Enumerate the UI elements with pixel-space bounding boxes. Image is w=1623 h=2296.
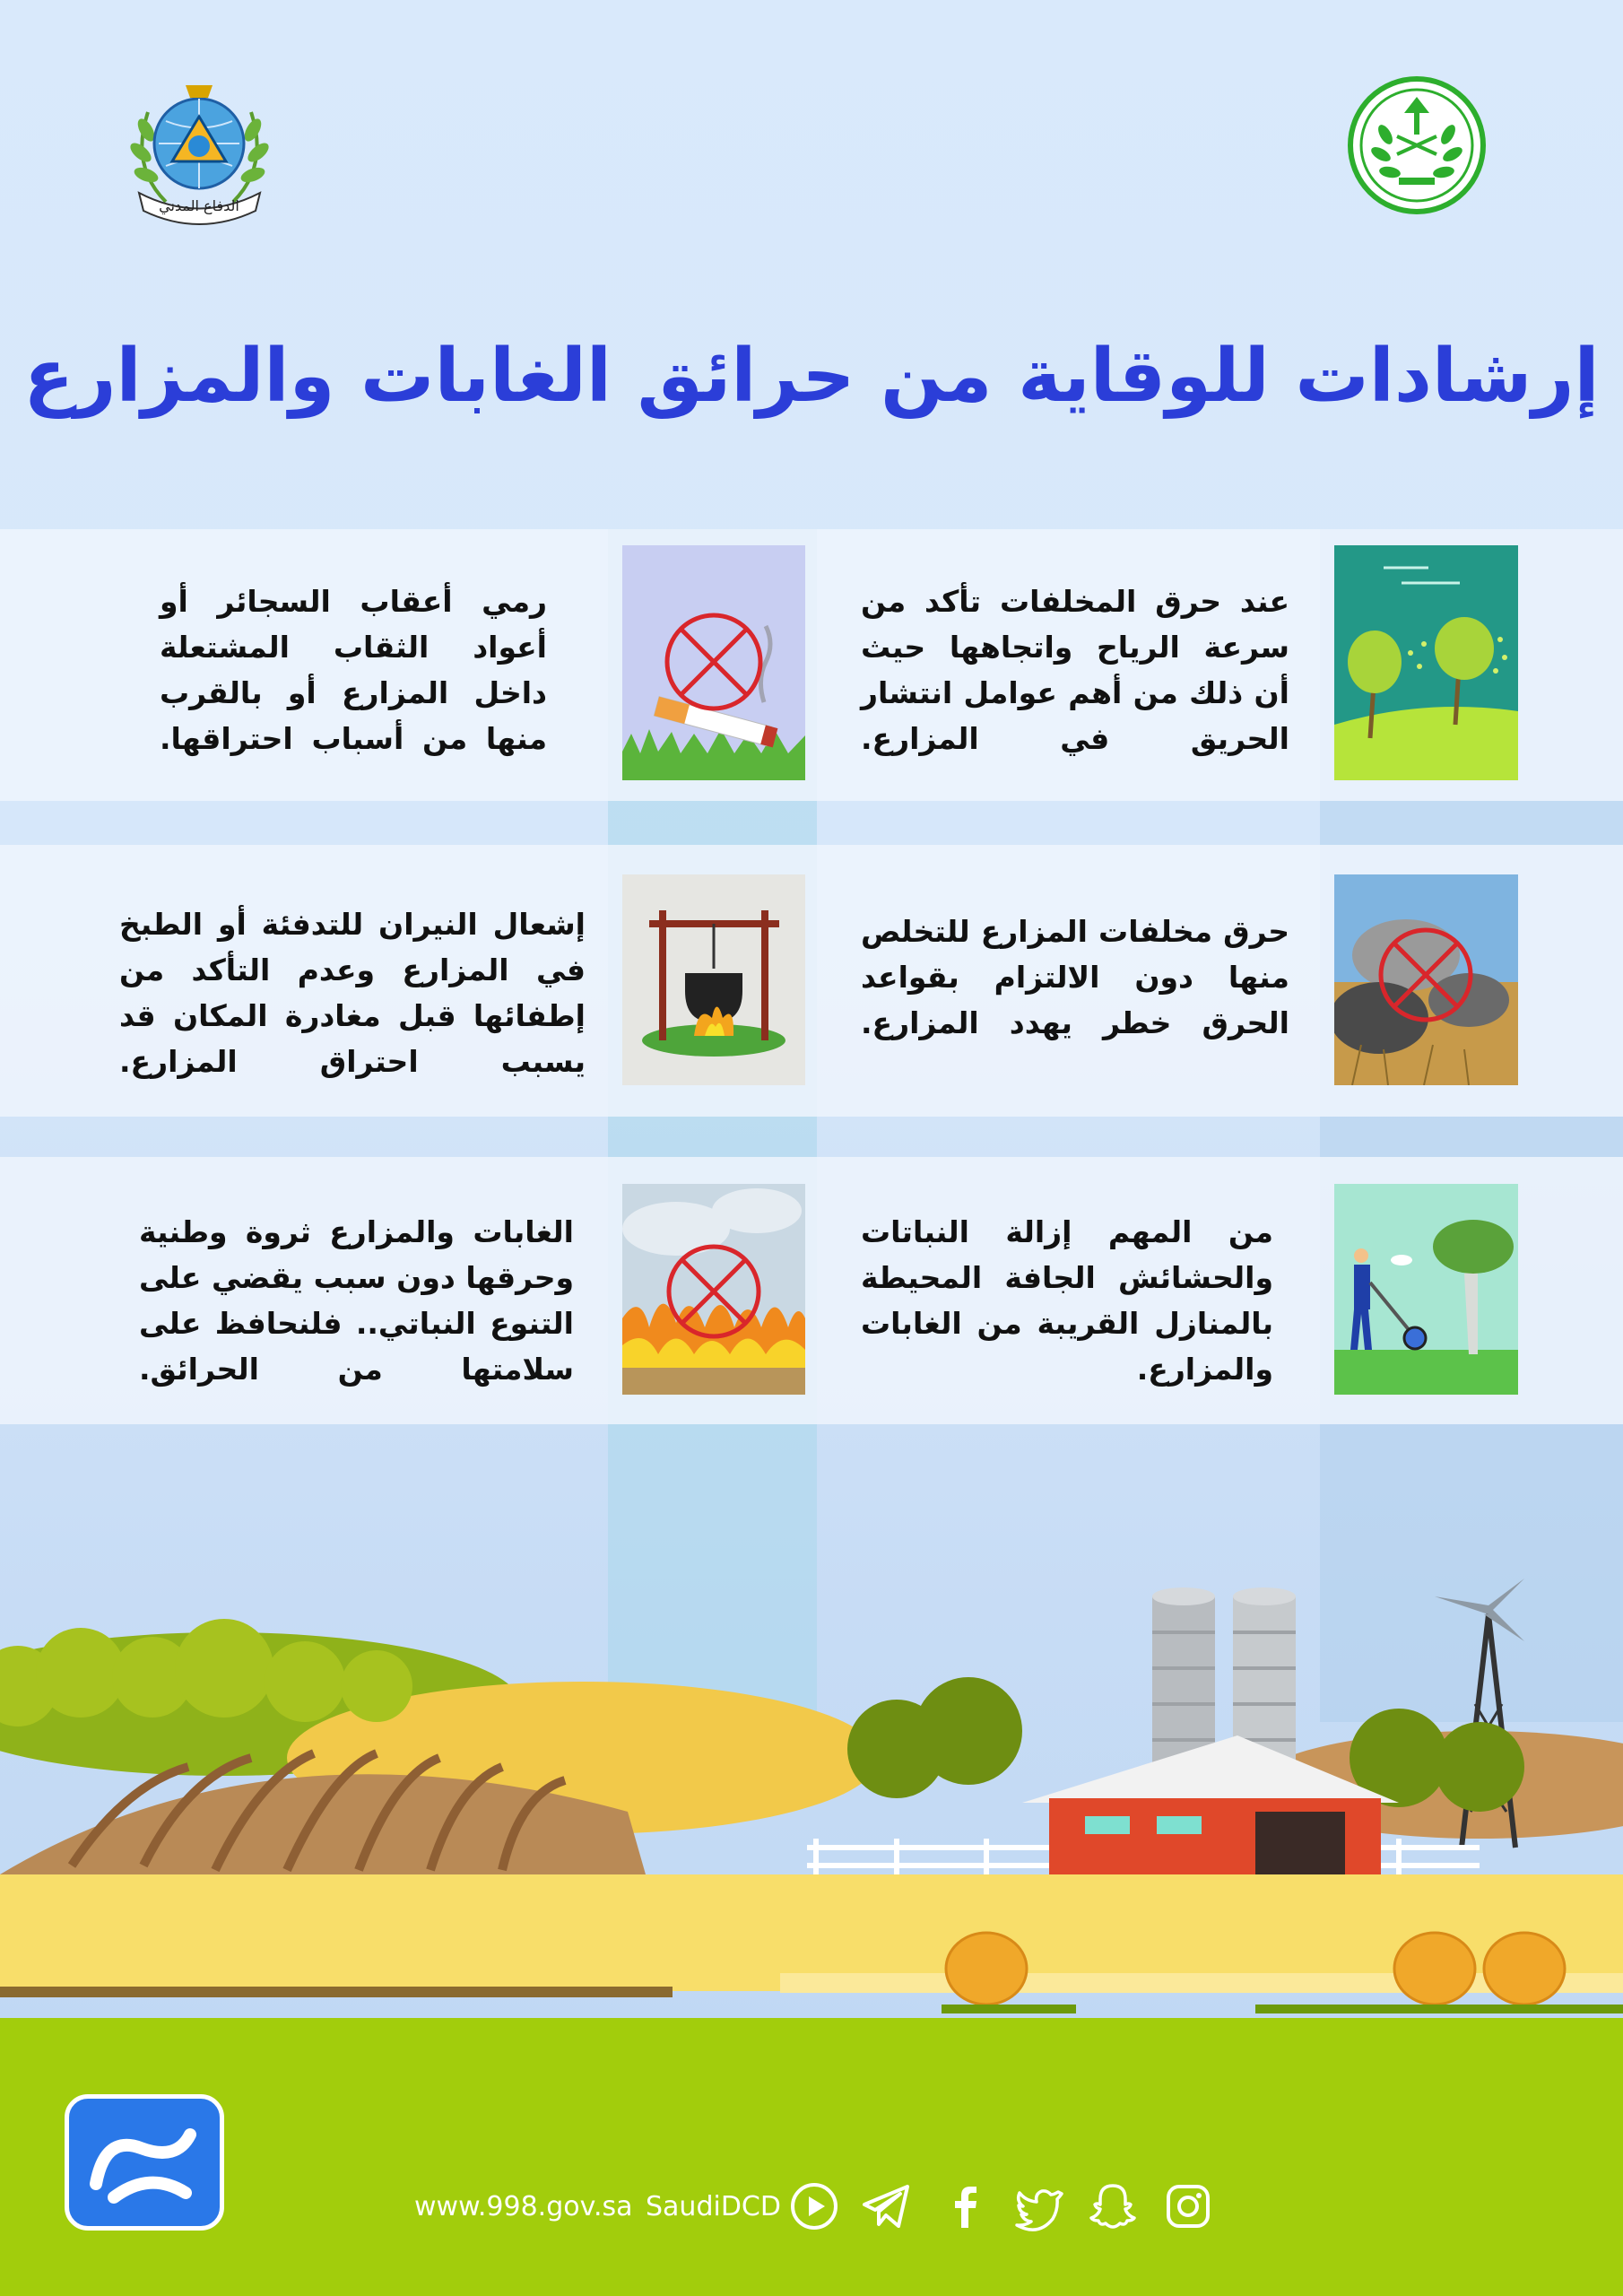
website-link[interactable]: www.998.gov.sa bbox=[414, 2191, 633, 2222]
instagram-icon[interactable] bbox=[1163, 2181, 1213, 2231]
ministry-of-interior-emblem-icon bbox=[1345, 72, 1488, 220]
campfire-pot-icon bbox=[622, 874, 805, 1085]
grass-fire-icon bbox=[622, 1184, 805, 1395]
guideline-text-6: الغابات والمزارع ثروة وطنية وحرقها دون سبب يقضي على التنوع النباتي.. فلنحافظ على سلامتها من الحرائق. bbox=[139, 1214, 574, 1387]
guideline-text-2: رمي أعقاب السجائر أو أعواد الثقاب المشتعلة داخل المزارع أو بالقرب منها من أسباب احتراقها. bbox=[160, 584, 547, 756]
farm-landscape-illustration bbox=[0, 1578, 1623, 2027]
cigarette-on-grass-icon bbox=[622, 545, 805, 780]
snapchat-icon[interactable] bbox=[1088, 2181, 1138, 2231]
youtube-icon[interactable] bbox=[789, 2181, 839, 2231]
page-title: إرشادات للوقاية من حرائق الغابات والمزارع bbox=[23, 334, 1600, 419]
footer bbox=[0, 2018, 1623, 2296]
site-watermark-logo-icon bbox=[65, 2094, 224, 2231]
civil-defense-motto: الدفاع المدني bbox=[159, 197, 239, 214]
guideline-text-1: عند حرق المخلفات تأكد من سرعة الرياح واتجاهها حيث أن ذلك من أهم عوامل انتشار الحريق في المزارع. bbox=[861, 584, 1289, 756]
windy-trees-icon bbox=[1334, 545, 1518, 780]
telegram-icon[interactable] bbox=[861, 2181, 911, 2231]
civil-defense-emblem-icon bbox=[112, 67, 287, 229]
burning-waste-icon bbox=[1334, 874, 1518, 1085]
guideline-text-5: من المهم إزالة النباتات والحشائش الجافة المحيطة بالمنازل القريبة من الغابات والمزارع. bbox=[861, 1214, 1273, 1387]
guideline-text-3: حرق مخلفات المزارع للتخلص منها دون الالتزام بقواعد الحرق خطر يهدد المزارع. bbox=[861, 914, 1289, 1040]
farmer-mowing-icon bbox=[1334, 1184, 1518, 1395]
twitter-icon[interactable] bbox=[1013, 2181, 1063, 2231]
facebook-icon[interactable] bbox=[940, 2181, 990, 2231]
guideline-text-4: إشعال النيران للتدفئة أو الطبخ في المزارع وعدم التأكد من إطفائها قبل مغادرة المكان قد يسبب احتراق المزارع. bbox=[119, 907, 586, 1079]
social-handle[interactable]: SaudiDCD bbox=[646, 2191, 781, 2222]
